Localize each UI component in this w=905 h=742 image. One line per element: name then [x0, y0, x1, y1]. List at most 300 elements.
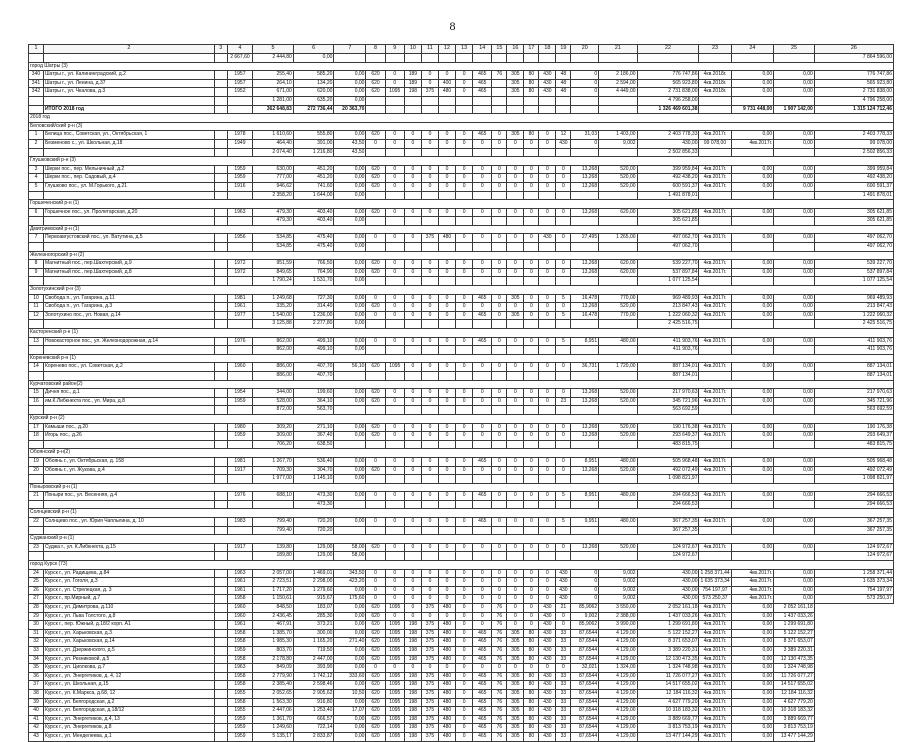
- table-cell: 407,70: [293, 371, 334, 380]
- table-cell: 375: [421, 88, 438, 97]
- table-cell: 430: [539, 612, 556, 621]
- table-cell: 465: [473, 71, 492, 80]
- table-cell: 0,00: [731, 612, 774, 621]
- table-cell: 0,00: [731, 337, 774, 346]
- table-cell: 1 216,80: [293, 148, 334, 157]
- table-cell: 480: [439, 629, 456, 638]
- table-cell: [439, 552, 456, 561]
- table-cell: [385, 191, 404, 200]
- table-cell: 620: [366, 389, 385, 398]
- table-cell: [43, 243, 214, 252]
- table-cell: [524, 277, 539, 286]
- table-cell: 99 078,00: [814, 139, 893, 148]
- table-cell: 0,00: [731, 131, 774, 140]
- table-cell: 0: [385, 174, 404, 183]
- table-cell: [214, 71, 227, 80]
- table-cell: 465: [473, 724, 492, 733]
- table-cell: [214, 475, 227, 484]
- table-cell: [699, 243, 731, 252]
- table-row: [29, 569, 894, 578]
- table-cell: [507, 217, 524, 226]
- table-cell: 492 072,49: [814, 466, 893, 475]
- table-cell: 722,14: [293, 724, 334, 733]
- table-cell: [214, 681, 227, 690]
- table-cell: 0: [524, 139, 539, 148]
- table-cell: 0: [473, 234, 492, 243]
- table-cell: 0: [439, 294, 456, 303]
- table-cell: [731, 54, 774, 63]
- table-cell: 0,00: [334, 621, 366, 630]
- table-cell: 198: [404, 88, 421, 97]
- table-cell: 1095: [385, 724, 404, 733]
- column-number: 22: [637, 45, 699, 54]
- table-cell: [556, 277, 571, 286]
- table-cell: 0: [556, 466, 571, 475]
- table-cell: 375: [421, 732, 438, 741]
- table-cell: 0,00: [334, 243, 366, 252]
- table-cell: 4 129,00: [599, 707, 637, 716]
- table-cell: 0: [473, 260, 492, 269]
- table-cell: [43, 191, 214, 200]
- table-cell: 0: [524, 268, 539, 277]
- table-cell: [774, 277, 815, 286]
- table-cell: [43, 440, 214, 449]
- table-cell: 0: [421, 268, 438, 277]
- table-cell: [599, 475, 637, 484]
- table-cell: 430: [539, 646, 556, 655]
- table-cell: 0: [456, 732, 473, 741]
- table-cell: 373,21: [293, 621, 334, 630]
- table-cell: 0: [404, 397, 421, 406]
- table-cell: 18: [29, 432, 44, 441]
- table-cell: 0: [404, 543, 421, 552]
- table-cell: 10: [29, 294, 44, 303]
- table-cell: 480,00: [599, 457, 637, 466]
- table-cell: 2 502 856,33: [637, 148, 699, 157]
- table-cell: Курск г., ул. Димитрова, д.110: [43, 604, 214, 613]
- table-cell: [473, 243, 492, 252]
- table-cell: 8: [29, 260, 44, 269]
- table-cell: 872,00: [253, 406, 294, 415]
- table-cell: 565 923,80: [814, 79, 893, 88]
- table-cell: [214, 268, 227, 277]
- table-cell: [456, 526, 473, 535]
- table-cell: 620: [366, 655, 385, 664]
- table-cell: 0: [404, 518, 421, 527]
- table-cell: [29, 371, 44, 380]
- table-row: [29, 337, 894, 346]
- table-cell: [507, 320, 524, 329]
- table-cell: 479,30: [253, 208, 294, 217]
- table-cell: 0: [492, 389, 507, 398]
- table-cell: 0: [539, 595, 556, 604]
- table-cell: 1 717,20: [253, 586, 294, 595]
- table-cell: 0,00: [731, 655, 774, 664]
- table-cell: [492, 217, 507, 226]
- table-cell: 305: [507, 88, 524, 97]
- table-cell: 497 062,70: [814, 243, 893, 252]
- table-cell: Первоавгустовский пос., ул. Ватутина, д.5: [43, 234, 214, 243]
- table-cell: 0: [539, 131, 556, 140]
- table-cell: 0: [385, 569, 404, 578]
- table-cell: 0: [439, 303, 456, 312]
- table-cell: [556, 217, 571, 226]
- table-cell: [421, 526, 438, 535]
- table-cell: [214, 664, 227, 673]
- table-cell: [385, 320, 404, 329]
- table-cell: 4кв.2017г.: [699, 234, 731, 243]
- section-heading: Золотухинский р-н (3): [29, 286, 894, 295]
- table-cell: 271,40: [334, 638, 366, 647]
- table-row: [29, 732, 894, 741]
- table-cell: [456, 96, 473, 105]
- table-cell: [539, 500, 556, 509]
- table-row: [29, 604, 894, 613]
- table-cell: 2 779,90: [253, 672, 294, 681]
- table-cell: 33: [556, 681, 571, 690]
- table-cell: 0,00: [334, 303, 366, 312]
- table-cell: [227, 96, 253, 105]
- table-cell: 1958: [227, 595, 253, 604]
- table-cell: 505 968,48: [814, 457, 893, 466]
- table-cell: [556, 552, 571, 561]
- table-cell: [774, 552, 815, 561]
- table-cell: [473, 552, 492, 561]
- table-cell: 4кв.2017г.: [699, 423, 731, 432]
- table-cell: 22: [29, 518, 44, 527]
- table-cell: 0: [524, 260, 539, 269]
- table-cell: 1095: [385, 638, 404, 647]
- table-cell: 17: [29, 423, 44, 432]
- table-cell: 430: [539, 698, 556, 707]
- table-cell: 0: [404, 294, 421, 303]
- table-cell: 0: [421, 208, 438, 217]
- table-cell: 1 403,00: [599, 131, 637, 140]
- table-cell: 0: [385, 543, 404, 552]
- table-cell: 0: [421, 457, 438, 466]
- table-cell: [404, 217, 421, 226]
- table-cell: [731, 191, 774, 200]
- table-cell: 4кв.2017г.: [699, 672, 731, 681]
- table-cell: [421, 552, 438, 561]
- table-cell: 0: [385, 664, 404, 673]
- table-cell: 1961: [227, 621, 253, 630]
- table-cell: 129,00: [293, 552, 334, 561]
- table-cell: 4кв.2017г.: [731, 595, 774, 604]
- table-cell: [385, 371, 404, 380]
- table-cell: 375: [421, 681, 438, 690]
- table-cell: 0: [492, 260, 507, 269]
- table-cell: [214, 174, 227, 183]
- table-cell: 4кв.2017г.: [699, 389, 731, 398]
- table-cell: 1952: [227, 88, 253, 97]
- section-heading: город Шатры (3): [29, 62, 894, 71]
- table-cell: [556, 105, 571, 114]
- table-cell: 305: [507, 79, 524, 88]
- table-cell: 0: [456, 569, 473, 578]
- table-cell: 0,00: [334, 732, 366, 741]
- table-cell: 0: [492, 139, 507, 148]
- table-cell: [334, 526, 366, 535]
- table-cell: 0: [456, 139, 473, 148]
- subtotal-row: [29, 217, 894, 226]
- table-cell: 9,002: [599, 595, 637, 604]
- table-cell: 0,00: [731, 88, 774, 97]
- table-cell: 0: [366, 337, 385, 346]
- table-cell: 76: [492, 681, 507, 690]
- table-cell: [366, 243, 385, 252]
- table-cell: 480: [439, 732, 456, 741]
- table-cell: [421, 406, 438, 415]
- table-cell: [492, 526, 507, 535]
- table-cell: 0: [524, 492, 539, 501]
- table-cell: [556, 440, 571, 449]
- table-cell: [774, 346, 815, 355]
- table-cell: 14: [29, 363, 44, 372]
- table-cell: [699, 371, 731, 380]
- table-cell: 0: [539, 466, 556, 475]
- table-cell: 190 176,38: [637, 423, 699, 432]
- table-row: [29, 681, 894, 690]
- table-cell: 2 057,00: [253, 569, 294, 578]
- table-cell: 80: [524, 88, 539, 97]
- table-cell: 620,00: [293, 88, 334, 97]
- table-cell: [571, 243, 599, 252]
- table-cell: 0: [404, 363, 421, 372]
- table-cell: 709,30: [253, 466, 294, 475]
- table-cell: 87,6544: [571, 681, 599, 690]
- table-cell: 534,85: [253, 243, 294, 252]
- table-cell: 27: [29, 595, 44, 604]
- table-cell: 1957: [227, 79, 253, 88]
- table-cell: 0: [539, 165, 556, 174]
- table-cell: 0,00: [731, 165, 774, 174]
- table-cell: [385, 148, 404, 157]
- table-cell: 399 959,84: [814, 165, 893, 174]
- table-cell: 5 122 152,27: [774, 629, 815, 638]
- table-cell: 520,00: [599, 303, 637, 312]
- table-cell: 33: [556, 629, 571, 638]
- table-cell: 0: [524, 423, 539, 432]
- table-cell: [699, 54, 731, 63]
- table-cell: 620: [366, 174, 385, 183]
- table-cell: 465: [473, 311, 492, 320]
- table-cell: 492 438,20: [814, 174, 893, 183]
- table-cell: 33: [556, 732, 571, 741]
- table-cell: 76: [492, 621, 507, 630]
- table-cell: 0: [473, 586, 492, 595]
- table-cell: 0: [404, 311, 421, 320]
- table-cell: 620: [366, 681, 385, 690]
- table-cell: 480: [439, 88, 456, 97]
- table-cell: [385, 105, 404, 114]
- table-cell: 0: [385, 578, 404, 587]
- table-cell: [774, 371, 815, 380]
- table-cell: [439, 148, 456, 157]
- column-number: 1: [29, 45, 44, 54]
- table-cell: 0: [366, 139, 385, 148]
- table-cell: 1978: [227, 131, 253, 140]
- table-cell: [214, 569, 227, 578]
- table-cell: [524, 500, 539, 509]
- register-body: [29, 45, 894, 742]
- table-cell: 0: [439, 337, 456, 346]
- table-cell: 0: [421, 389, 438, 398]
- table-cell: 0,00: [731, 303, 774, 312]
- table-cell: [774, 320, 815, 329]
- table-cell: 0: [492, 423, 507, 432]
- section-heading-row: [29, 535, 894, 544]
- table-cell: 1 610,60: [253, 131, 294, 140]
- table-cell: 754 197,97: [699, 586, 731, 595]
- table-cell: [385, 475, 404, 484]
- table-cell: 0: [421, 260, 438, 269]
- table-cell: 1963: [227, 208, 253, 217]
- table-cell: [29, 475, 44, 484]
- table-cell: 0: [492, 268, 507, 277]
- table-cell: [334, 406, 366, 415]
- subtotal-row: [29, 148, 894, 157]
- table-cell: 620: [366, 260, 385, 269]
- table-cell: [599, 96, 637, 105]
- table-cell: 1 491 878,01: [637, 191, 699, 200]
- table-cell: 480: [439, 681, 456, 690]
- table-cell: 4 129,00: [599, 655, 637, 664]
- table-cell: 430: [539, 724, 556, 733]
- table-cell: 0,00: [731, 689, 774, 698]
- table-cell: [539, 105, 556, 114]
- table-cell: 1 077 125,54: [814, 277, 893, 286]
- table-cell: 430: [539, 71, 556, 80]
- table-cell: Магнитный пос., пер.Шахтерский, д.8: [43, 268, 214, 277]
- table-cell: 4кв.2017г.: [699, 208, 731, 217]
- table-cell: 391,00: [293, 139, 334, 148]
- table-cell: 0,00: [334, 311, 366, 320]
- table-cell: Курск г., ул. К.Маркса, д.68, 12: [43, 689, 214, 698]
- table-cell: 0: [556, 664, 571, 673]
- table-cell: 0: [507, 234, 524, 243]
- table-cell: [214, 595, 227, 604]
- table-cell: [214, 208, 227, 217]
- table-cell: 887 134,01: [637, 371, 699, 380]
- table-cell: 33: [29, 646, 44, 655]
- table-cell: [214, 294, 227, 303]
- table-cell: 754 197,97: [814, 586, 893, 595]
- table-cell: 0: [456, 397, 473, 406]
- table-cell: 1095: [385, 698, 404, 707]
- table-cell: [699, 277, 731, 286]
- table-cell: [214, 552, 227, 561]
- table-row: [29, 311, 894, 320]
- table-cell: 4кв.2017г.: [699, 646, 731, 655]
- table-cell: 1 326 469 601,38: [637, 105, 699, 114]
- table-cell: 2 436,45: [253, 612, 294, 621]
- table-cell: [524, 406, 539, 415]
- table-cell: 464,40: [253, 139, 294, 148]
- section-heading-row: [29, 414, 894, 423]
- table-cell: 536,40: [293, 457, 334, 466]
- table-cell: [571, 475, 599, 484]
- table-cell: [539, 277, 556, 286]
- table-cell: 76: [492, 629, 507, 638]
- table-cell: [571, 96, 599, 105]
- table-cell: 0: [492, 466, 507, 475]
- table-cell: 0: [456, 423, 473, 432]
- table-cell: [214, 543, 227, 552]
- table-cell: 0: [524, 595, 539, 604]
- table-cell: [227, 406, 253, 415]
- table-cell: [421, 243, 438, 252]
- table-cell: 0,00: [334, 260, 366, 269]
- table-cell: 198: [404, 681, 421, 690]
- table-cell: 2 594,00: [599, 79, 637, 88]
- table-cell: [43, 96, 214, 105]
- table-cell: 0,00: [731, 174, 774, 183]
- table-cell: [29, 277, 44, 286]
- table-cell: [214, 500, 227, 509]
- table-cell: 764,90: [293, 268, 334, 277]
- table-cell: [492, 440, 507, 449]
- table-cell: [539, 552, 556, 561]
- table-cell: 1 469,01: [293, 569, 334, 578]
- table-cell: [214, 311, 227, 320]
- table-cell: 0: [439, 397, 456, 406]
- table-cell: 0,00: [774, 165, 815, 174]
- table-cell: [43, 406, 214, 415]
- table-cell: 198: [404, 715, 421, 724]
- table-cell: 0: [539, 543, 556, 552]
- table-cell: 1095: [385, 621, 404, 630]
- table-cell: 1917: [227, 466, 253, 475]
- table-cell: 0: [385, 311, 404, 320]
- table-cell: 305: [507, 707, 524, 716]
- table-cell: 0: [421, 466, 438, 475]
- table-cell: 0,00: [774, 423, 815, 432]
- table-cell: 4кв.2017г.: [699, 337, 731, 346]
- table-cell: [385, 406, 404, 415]
- table-cell: 0: [421, 165, 438, 174]
- table-cell: 0: [385, 208, 404, 217]
- table-cell: [699, 440, 731, 449]
- table-cell: 1 437 033,26: [637, 612, 699, 621]
- table-cell: 0: [456, 578, 473, 587]
- table-cell: [227, 105, 253, 114]
- table-cell: 0,00: [774, 543, 815, 552]
- subtotal-row: [29, 346, 894, 355]
- table-cell: 4кв.2017г.: [731, 578, 774, 587]
- table-cell: [699, 475, 731, 484]
- table-cell: 367 257,35: [637, 526, 699, 535]
- table-cell: [421, 346, 438, 355]
- table-cell: [699, 96, 731, 105]
- table-cell: 0: [421, 303, 438, 312]
- table-cell: 480,00: [599, 492, 637, 501]
- table-cell: 0,00: [334, 165, 366, 174]
- table-cell: 21: [556, 604, 571, 613]
- table-cell: 0: [524, 664, 539, 673]
- table-cell: 36,731: [571, 363, 599, 372]
- table-cell: Шерки пос., пер. Мельничный, д.2: [43, 165, 214, 174]
- table-cell: 0: [571, 79, 599, 88]
- table-cell: 0,00: [731, 397, 774, 406]
- table-cell: 21: [29, 492, 44, 501]
- table-cell: 620: [366, 432, 385, 441]
- table-cell: 0: [524, 397, 539, 406]
- table-cell: [507, 475, 524, 484]
- table-cell: [214, 88, 227, 97]
- table-cell: 1 563,30: [253, 698, 294, 707]
- table-cell: 0: [439, 139, 456, 148]
